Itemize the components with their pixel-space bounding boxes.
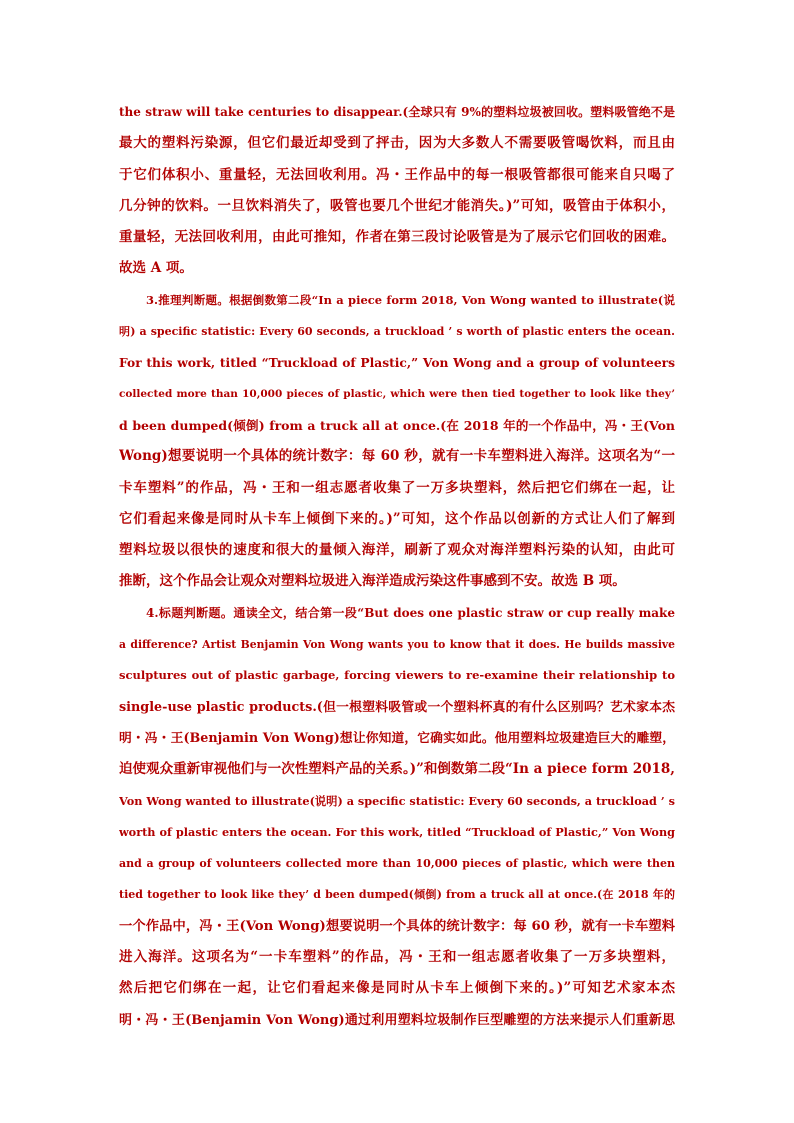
text-line: 它们看起来像是同时从卡车上倾倒下来的。)”可知，这个作品以创新的方式让人们了解到 xyxy=(119,510,675,527)
text-line: 卡车塑料”的作品，冯・王和一组志愿者收集了一万多块塑料，然后把它们绑在一起，让 xyxy=(119,479,675,496)
text-line: 故选 A 项。 xyxy=(119,260,193,277)
text-line: the straw will take centuries to disappear.(全球只有 9%的塑料垃圾被回收。塑料吸管绝不是 xyxy=(119,105,675,119)
text-line: 几分钟的饮料。一旦饮料消失了，吸管也要几个世纪才能消失。)”可知，吸管由于体积小， xyxy=(119,197,675,214)
text-line: sculptures out of plastic garbage, forcing viewers to re-examine their relationship to xyxy=(119,668,675,683)
text-line: 迫使观众重新审视他们与一次性塑料产品的关系。)”和倒数第二段“In a piece form 2018, xyxy=(119,761,675,778)
text-line: 明・冯・王(Benjamin Von Wong)通过利用塑料垃圾制作巨型雕塑的方法来提示人们重新思 xyxy=(119,1012,675,1028)
text-line: 然后把它们绑在一起，让它们看起来像是同时从卡车上倾倒下来的。)”可知艺术家本杰 xyxy=(119,980,675,997)
text-line: 明) a specific statistic: Every 60 seconds, a truckload ’ s worth of plastic enters the ocean. xyxy=(119,325,675,339)
document-page xyxy=(119,97,675,1036)
text-line: 塑料垃圾以很快的速度和很大的量倾入海洋，刷新了观众对海洋塑料污染的认知，由此可 xyxy=(119,542,675,559)
text-line: 明・冯・王(Benjamin Von Wong)想让你知道，它确实如此。他用塑料垃圾建造巨大的雕塑， xyxy=(119,730,675,746)
text-line: 4.标题判断题。通读全文，结合第一段“But does one plastic straw or cup really make xyxy=(146,605,675,620)
text-line: 推断，这个作品会让观众对塑料垃圾进入海洋造成污染这件事感到不安。故选 B 项。 xyxy=(119,573,626,590)
text-line: Wong)想要说明一个具体的统计数字：每 60 秒，就有一卡车塑料进入海洋。这项名为“一 xyxy=(119,448,675,465)
text-line: worth of plastic enters the ocean. For this work, titled “Truckload of Plastic,” Von Wong xyxy=(119,824,675,839)
text-line: 重量轻，无法回收利用，由此可推知，作者在第三段讨论吸管是为了展示它们回收的困难。 xyxy=(119,229,675,246)
text-line: d been dumped(倾倒) from a truck all at once.(在 2018 年的一个作品中，冯・王(Von xyxy=(119,417,675,433)
text-line: Von Wong wanted to illustrate(说明) a specific statistic: Every 60 seconds, a truckload ’ s xyxy=(119,793,675,808)
text-line: and a group of volunteers collected more than 10,000 pieces of plastic, which were then xyxy=(119,857,675,871)
text-line: 一个作品中，冯・王(Von Wong)想要说明一个具体的统计数字：每 60 秒，就有一卡车塑料 xyxy=(119,918,675,934)
text-line: For this work, titled “Truckload of Plastic,” Von Wong and a group of volunteers xyxy=(119,355,675,371)
text-line: tied together to look like they’ d been dumped(倾倒) from a truck all at once.(在 2018 年的 xyxy=(119,888,675,902)
text-line: 3.推理判断题。根据倒数第二段“In a piece form 2018, Von Wong wanted to illustrate(说 xyxy=(146,292,675,307)
text-line: a difference? Artist Benjamin Von Wong wants you to know that it does. He builds massive xyxy=(119,638,675,652)
text-line: 最大的塑料污染源，但它们最近却受到了抨击，因为大多数人不需要吸管喝饮料，而且由 xyxy=(119,135,675,152)
text-line: single-use plastic products.(但一根塑料吸管或一个塑料杯真的有什么区别吗？艺术家本杰 xyxy=(119,699,675,715)
text-line: collected more than 10,000 pieces of plastic, which were then tied together to look like they’ xyxy=(119,387,675,400)
text-line: 进入海洋。这项名为“一卡车塑料”的作品，冯・王和一组志愿者收集了一万多块塑料， xyxy=(119,949,675,966)
text-line: 于它们体积小、重量轻，无法回收利用。冯・王作品中的每一根吸管都很可能来自只喝了 xyxy=(119,166,675,183)
